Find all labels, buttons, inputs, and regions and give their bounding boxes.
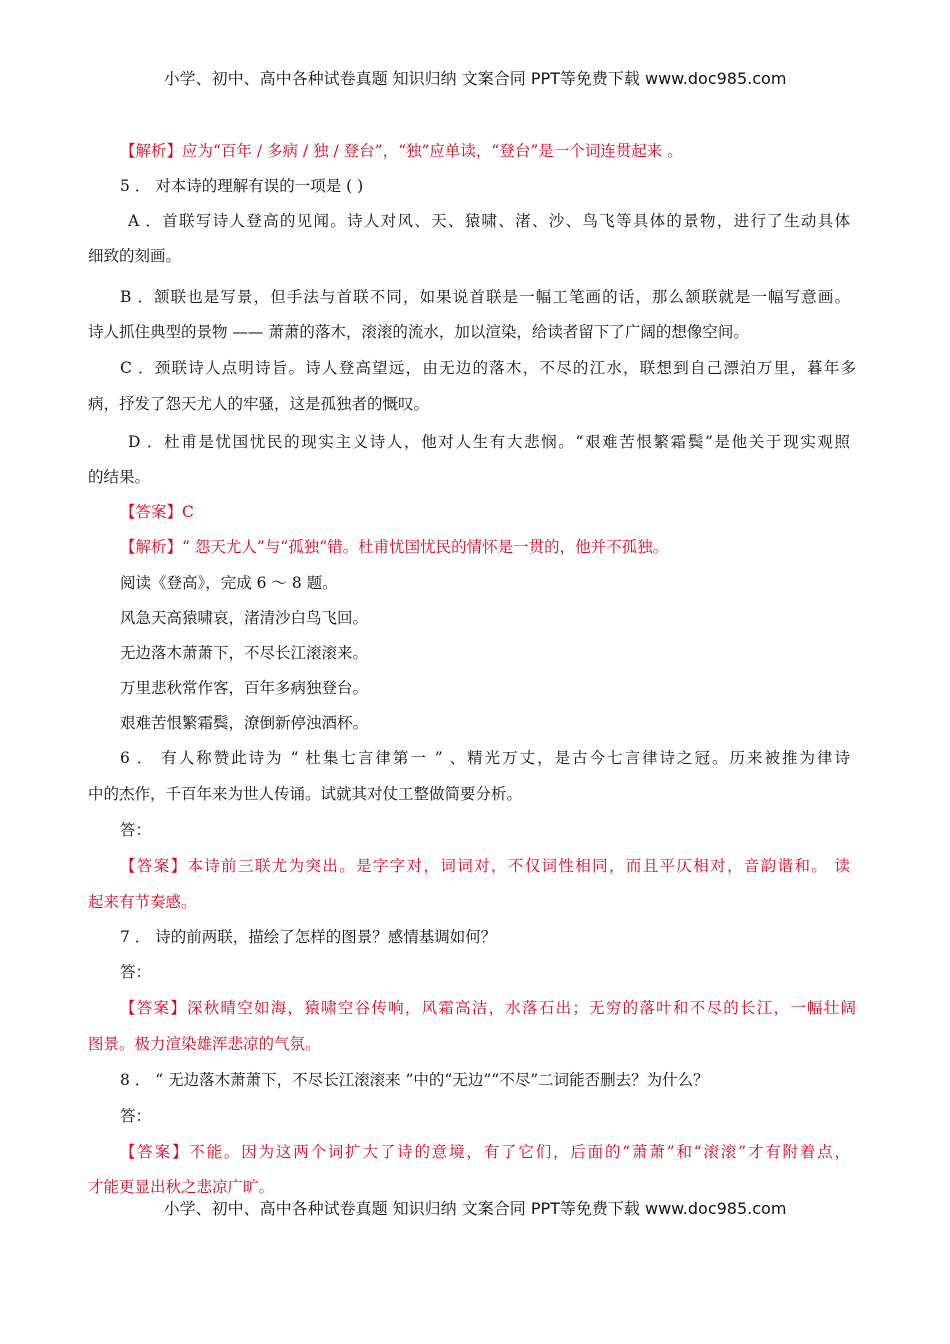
answer-label: 答： xyxy=(120,821,152,839)
text-line: 【解析】应为“百年 / 多病 / 独 / 登台”，“独”应单读，“登台”是一个词连贯起来 。 xyxy=(120,142,683,160)
text-line: 图景。极力渲染雄浑悲凉的气氛。 xyxy=(88,1035,321,1053)
answer-7: 【答案】深秋晴空如海，猿啸空谷传响，风霜高洁，水落石出；无穷的落叶和不尽的长江，一幅壮阔 xyxy=(120,999,856,1017)
text-line: 才能更显出秋之悲凉广旷。 xyxy=(88,1178,275,1196)
reading-instruction: 阅读《登高》，完成 6 ～ 8 题。 xyxy=(120,574,338,592)
page-header: 小学、初中、高中各种试卷真题 知识归纳 文案合同 PPT等免费下载 www.doc985.com xyxy=(163,69,787,88)
question-5: 5 ． 对本诗的理解有误的一项是 ( ) xyxy=(120,177,364,195)
text-line: 中的杰作，千百年来为世人传诵。试就其对仗工整做简要分析。 xyxy=(88,785,523,803)
text-line: 的结果。 xyxy=(88,468,151,486)
poem-line-2: 无边落木萧萧下，不尽长江滚滚来。 xyxy=(120,644,369,662)
answer-6: 【答案】本诗前三联尤为突出。是字字对，词词对，不仅词性相同，而且平仄相对，音韵谐和。 读 xyxy=(120,857,850,875)
question-8: 8 ． “ 无边落木萧萧下，不尽长江滚滚来 ”中的“无边”“不尽”二词能否删去？为什么？ xyxy=(120,1071,709,1089)
answer-8: 【答案】不能。因为这两个词扩大了诗的意境，有了它们，后面的“萧萧”和“滚滚”才有附着点， xyxy=(120,1143,850,1161)
analysis-5: 【解析】“ 怨天尤人”与“孤独”错。杜甫忧国忧民的情怀是一贯的，他并不孤独。 xyxy=(120,538,669,556)
text-line: 病，抒发了怨天尤人的牢骚，这是孤独者的慨叹。 xyxy=(88,395,430,413)
page-footer: 小学、初中、高中各种试卷真题 知识归纳 文案合同 PPT等免费下载 www.doc985.com xyxy=(163,1199,787,1218)
poem-line-3: 万里悲秋常作客，百年多病独登台。 xyxy=(120,679,369,697)
text-line: 起来有节奏感。 xyxy=(88,893,197,911)
question-6: 6 ． 有人称赞此诗为 “ 杜集七言律第一 ” 、精光万丈，是古今七言律诗之冠。历来被推为律诗 xyxy=(120,749,850,767)
option-b: B ．颔联也是写景，但手法与首联不同，如果说首联是一幅工笔画的话，那么颔联就是一幅写意画。 xyxy=(120,288,850,306)
option-d: D ．杜甫是忧国忧民的现实主义诗人，他对人生有大悲悯。“艰难苦恨繁霜鬓”是他关于现实观照 xyxy=(128,433,850,451)
text-line: 细致的刻画。 xyxy=(88,247,182,265)
answer-label: 答： xyxy=(120,963,152,981)
answer-5: 【答案】C xyxy=(120,503,194,521)
option-a: A ．首联写诗人登高的见闻。诗人对风、天、猿啸、渚、沙、鸟飞等具体的景物，进行了生动具体 xyxy=(128,212,850,230)
question-7: 7 ． 诗的前两联，描绘了怎样的图景？感情基调如何？ xyxy=(120,928,497,946)
text-line: 诗人抓住典型的景物 —— 萧萧的落木，滚滚的流水，加以渲染，给读者留下了广阔的想像空间。 xyxy=(88,323,749,341)
poem-line-1: 风急天高猿啸哀，渚清沙白鸟飞回。 xyxy=(120,609,369,627)
option-c: C ．颈联诗人点明诗旨。诗人登高望远，由无边的落木，不尽的江水，联想到自己漂泊万里，暮年多 xyxy=(120,359,856,377)
poem-line-4: 艰难苦恨繁霜鬓，潦倒新停浊酒杯。 xyxy=(120,714,369,732)
answer-label: 答： xyxy=(120,1107,152,1125)
